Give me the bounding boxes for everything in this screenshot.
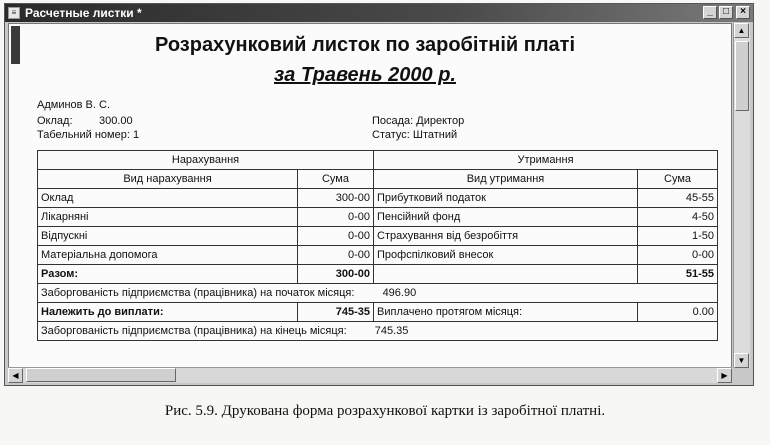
salary-label: Оклад: (37, 115, 73, 127)
deduction-type: Прибутковий податок (374, 189, 638, 208)
report-period: за Травень 2000 р. (274, 64, 456, 86)
paid-value: 0.00 (638, 303, 718, 322)
col-deduction-sum: Сума (638, 170, 718, 189)
total-label: Разом: (38, 265, 298, 284)
column-header-row (38, 170, 718, 189)
minimize-button[interactable]: _ (703, 6, 717, 19)
table-row (38, 208, 718, 227)
report-content (8, 23, 732, 368)
accruals-header: Нарахування (38, 151, 374, 170)
debt-end-value: 745.35 (374, 325, 409, 337)
debt-start-row (38, 284, 718, 303)
horizontal-scrollbar[interactable] (8, 367, 732, 383)
total-row (38, 265, 718, 284)
table-row (38, 246, 718, 265)
debt-start-label: Заборгованість підприємства (працівника) на початок місяця: (41, 287, 355, 299)
tab-number: Табельний номер: 1 (37, 129, 140, 141)
deduction-sum: 0-00 (638, 246, 718, 265)
scroll-right-icon[interactable]: ▶ (717, 368, 732, 383)
debt-end-cell (38, 322, 718, 341)
vertical-scroll-thumb[interactable] (735, 41, 749, 111)
document-icon: ≡ (8, 7, 20, 19)
payable-label: Належить до виплати: (38, 303, 298, 322)
total-deducted: 51-55 (638, 265, 718, 284)
deduction-type: Страхування від безробіття (374, 227, 638, 246)
scroll-left-icon[interactable]: ◀ (8, 368, 23, 383)
deduction-sum: 1-50 (638, 227, 718, 246)
col-accrual-type: Вид нарахування (38, 170, 298, 189)
debt-end-row (38, 322, 718, 341)
table-row (38, 189, 718, 208)
accrual-sum: 0-00 (298, 227, 374, 246)
debt-end-label: Заборгованість підприємства (працівника) на кінець місяця: (41, 325, 347, 337)
debt-start-value: 496.90 (382, 287, 417, 299)
col-deduction-type: Вид утримання (374, 170, 638, 189)
deduction-type: Пенсійний фонд (374, 208, 638, 227)
deductions-header: Утримання (374, 151, 718, 170)
table-row (38, 227, 718, 246)
total-accrued: 300-00 (298, 265, 374, 284)
scroll-down-icon[interactable]: ▼ (734, 353, 749, 368)
employee-position: Посада: Директор (372, 115, 465, 127)
payslip-table (37, 150, 718, 341)
accrual-sum: 300-00 (298, 189, 374, 208)
accrual-sum: 0-00 (298, 208, 374, 227)
deduction-type: Профспілковий внесок (374, 246, 638, 265)
payable-row (38, 303, 718, 322)
horizontal-scroll-thumb[interactable] (26, 368, 176, 382)
col-accrual-sum: Сума (298, 170, 374, 189)
close-button[interactable]: × (736, 6, 750, 19)
figure-caption: Рис. 5.9. Друкована форма розрахункової картки із заробітної платні. (164, 403, 606, 419)
maximize-button[interactable]: □ (719, 6, 733, 19)
scroll-up-icon[interactable]: ▲ (734, 23, 749, 38)
employee-name: Админов В. С. (37, 99, 111, 111)
deduction-sum: 4-50 (638, 208, 718, 227)
employee-status: Статус: Штатний (372, 129, 458, 141)
report-title: Розрахунковий листок по заробітній платі (154, 34, 576, 56)
report-window (4, 3, 754, 386)
group-header-row (38, 151, 718, 170)
accrual-sum: 0-00 (298, 246, 374, 265)
accrual-type: Матеріальна допомога (38, 246, 298, 265)
debt-start-cell (38, 284, 718, 303)
deduction-sum: 45-55 (638, 189, 718, 208)
total-spacer (374, 265, 638, 284)
payable-value: 745-35 (298, 303, 374, 322)
accrual-type: Відпускні (38, 227, 298, 246)
salary-value: 300.00 (99, 115, 133, 127)
title-bar[interactable] (5, 4, 753, 22)
window-title: Расчетные листки * (25, 6, 142, 20)
accrual-type: Оклад (38, 189, 298, 208)
paid-label: Виплачено протягом місяця: (374, 303, 638, 322)
accrual-type: Лікарняні (38, 208, 298, 227)
vertical-scrollbar[interactable] (733, 23, 750, 368)
